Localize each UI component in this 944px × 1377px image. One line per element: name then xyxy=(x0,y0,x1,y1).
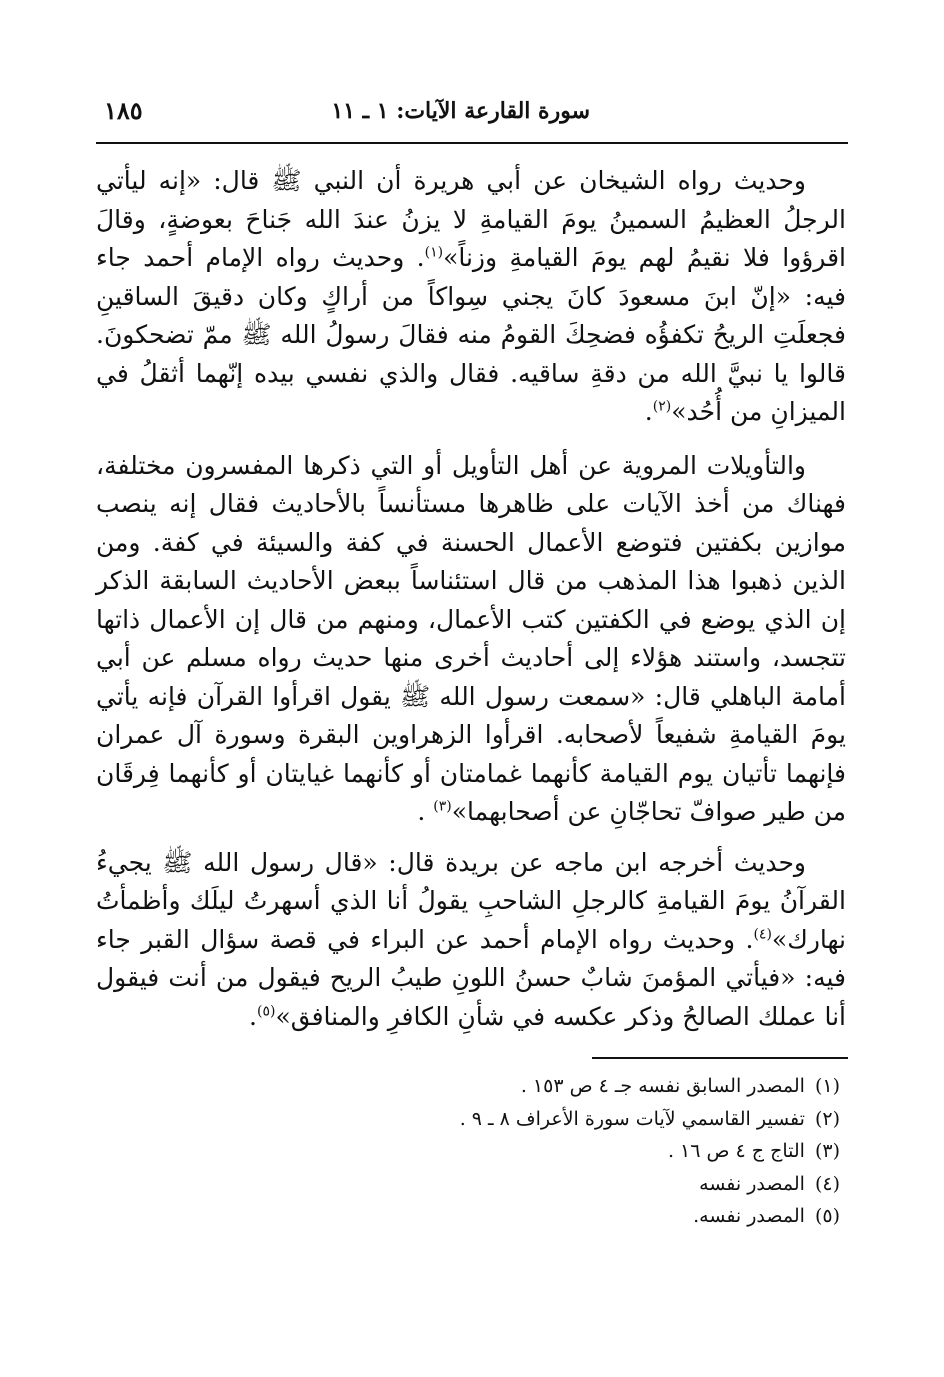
footnote-number: (٤) xyxy=(814,1172,840,1195)
footnotes xyxy=(240,1070,840,1233)
main-text xyxy=(96,162,846,1048)
paragraph-text: . xyxy=(417,797,434,826)
footnote-ref: (٣) xyxy=(433,798,452,815)
footnote-ref: (١) xyxy=(424,244,444,261)
page-number: ١٨٥ xyxy=(104,96,143,125)
footnote-item xyxy=(240,1200,840,1233)
paragraph-text: . xyxy=(249,1001,257,1031)
footnote-ref: (٤) xyxy=(753,926,772,943)
footnote-item xyxy=(240,1168,840,1201)
paragraph-2 xyxy=(96,447,846,832)
paragraph-text: وحديث أخرجه ابن ماجه عن بريدة قال: «قال رسول الله ﷺ يجيءُ القرآنُ يومَ القيامةِ كالرجلِ الشاحبِ يقولُ أنا الذي أسهرتُ ليلَك وأظمأتُ نهارك» xyxy=(96,847,846,954)
footnote-divider xyxy=(592,1057,848,1059)
chapter-title: سورة القارعة الآيات: ١ ـ ١١ xyxy=(331,98,590,124)
paragraph-text: . وحديث رواه الإمام أحمد جاء فيه: «إنّ ابنَ مسعودَ كانَ يجني سِواكاً من أراكٍ وكان دقيقَ الساقينِ فجعلَتِ الريحُ تكفؤُه فضحِكَ القومُ منه فقالَ رسولُ الله ﷺ ممّ تضحكونَ. قالوا يا نبيَّ الله من دقةِ ساقيه. فقال والذي نفسي بيده إنّهما أثقلُ في الميزانِ من أُحُد» xyxy=(96,243,846,426)
footnote-text: المصدر السابق نفسه جـ ٤ ص ١٥٣ . xyxy=(520,1075,805,1097)
footnote-number: (١) xyxy=(814,1075,840,1097)
footnote-number: (٥) xyxy=(814,1205,840,1227)
footnote-text: المصدر نفسه xyxy=(699,1172,805,1195)
footnote-number: (٢) xyxy=(814,1107,840,1130)
header-divider xyxy=(96,142,848,144)
paragraph-text: والتأويلات المروية عن أهل التأويل أو التي ذكرها المفسرون مختلفة، فهناك من أخذ الآيات على ظاهرها مستأنساً بالأحاديث فقال إنه ينصب موازين بكفتين فتوضع الأعمال الحسنة في كفة والسيئة في كفة. ومن الذين ذهبوا هذا المذهب من قال استئناساً ببعض الأحاديث السابقة الذكر إن الذي يوضع في الكفتين كتب الأعمال، ومنهم من قال إن الأعمال ذاتها تتجسد، واستند هؤلاء إلى أحاديث أخرى منها حديث رواه مسلم عن أبي أمامة الباهلي قال: «سمعت رسول الله ﷺ يقول اقرأوا القرآن فإنه يأتي يومَ القيامةِ شفيعاً لأصحابه. اقرأوا الزهراوين البقرة وسورة آل عمران فإنهما تأتيان يوم القيامة كأنهما غمامتان أو كأنهما غيايتان أو كأنهما فِرقَان من طير صوافّ تحاجّانِ عن أصحابهما» xyxy=(96,450,846,826)
footnote-item xyxy=(240,1103,840,1136)
paragraph-text: وحديث رواه الشيخان عن أبي هريرة أن النبي ﷺ قال: «إنه ليأتي الرجلُ العظيمُ السمينُ يومَ القيامةِ لا يزنُ عندَ الله جَناحَ بعوضةٍ، وقالَ اقرؤوا فلا نقيمُ لهم يومَ القيامةِ وزناً» xyxy=(96,166,846,272)
footnote-number: (٣) xyxy=(814,1140,840,1162)
running-header xyxy=(96,92,848,132)
footnote-item xyxy=(240,1135,840,1168)
footnote-ref: (٢) xyxy=(652,398,672,415)
paragraph-3 xyxy=(96,844,846,1037)
footnote-item xyxy=(240,1070,840,1103)
footnote-text: التاج ج ٤ ص ١٦ . xyxy=(667,1140,805,1162)
paragraph-text: . xyxy=(644,397,653,426)
footnote-ref: (٥) xyxy=(256,1003,276,1020)
paragraph-text: . وحديث رواه الإمام أحمد عن البراء في قصة سؤال القبر جاء فيه: «فيأتي المؤمنَ شابٌ حسنُ اللونِ طيبُ الريح فيقول من أنت فيقول أنا عملك الصالحُ وذكر عكسه في شأنِ الكافرِ والمنافق» xyxy=(96,924,846,1031)
paragraph-1 xyxy=(96,162,846,432)
footnote-text: المصدر نفسه. xyxy=(693,1205,805,1227)
footnote-text: تفسير القاسمي لآيات سورة الأعراف ٨ ـ ٩ . xyxy=(459,1107,805,1130)
